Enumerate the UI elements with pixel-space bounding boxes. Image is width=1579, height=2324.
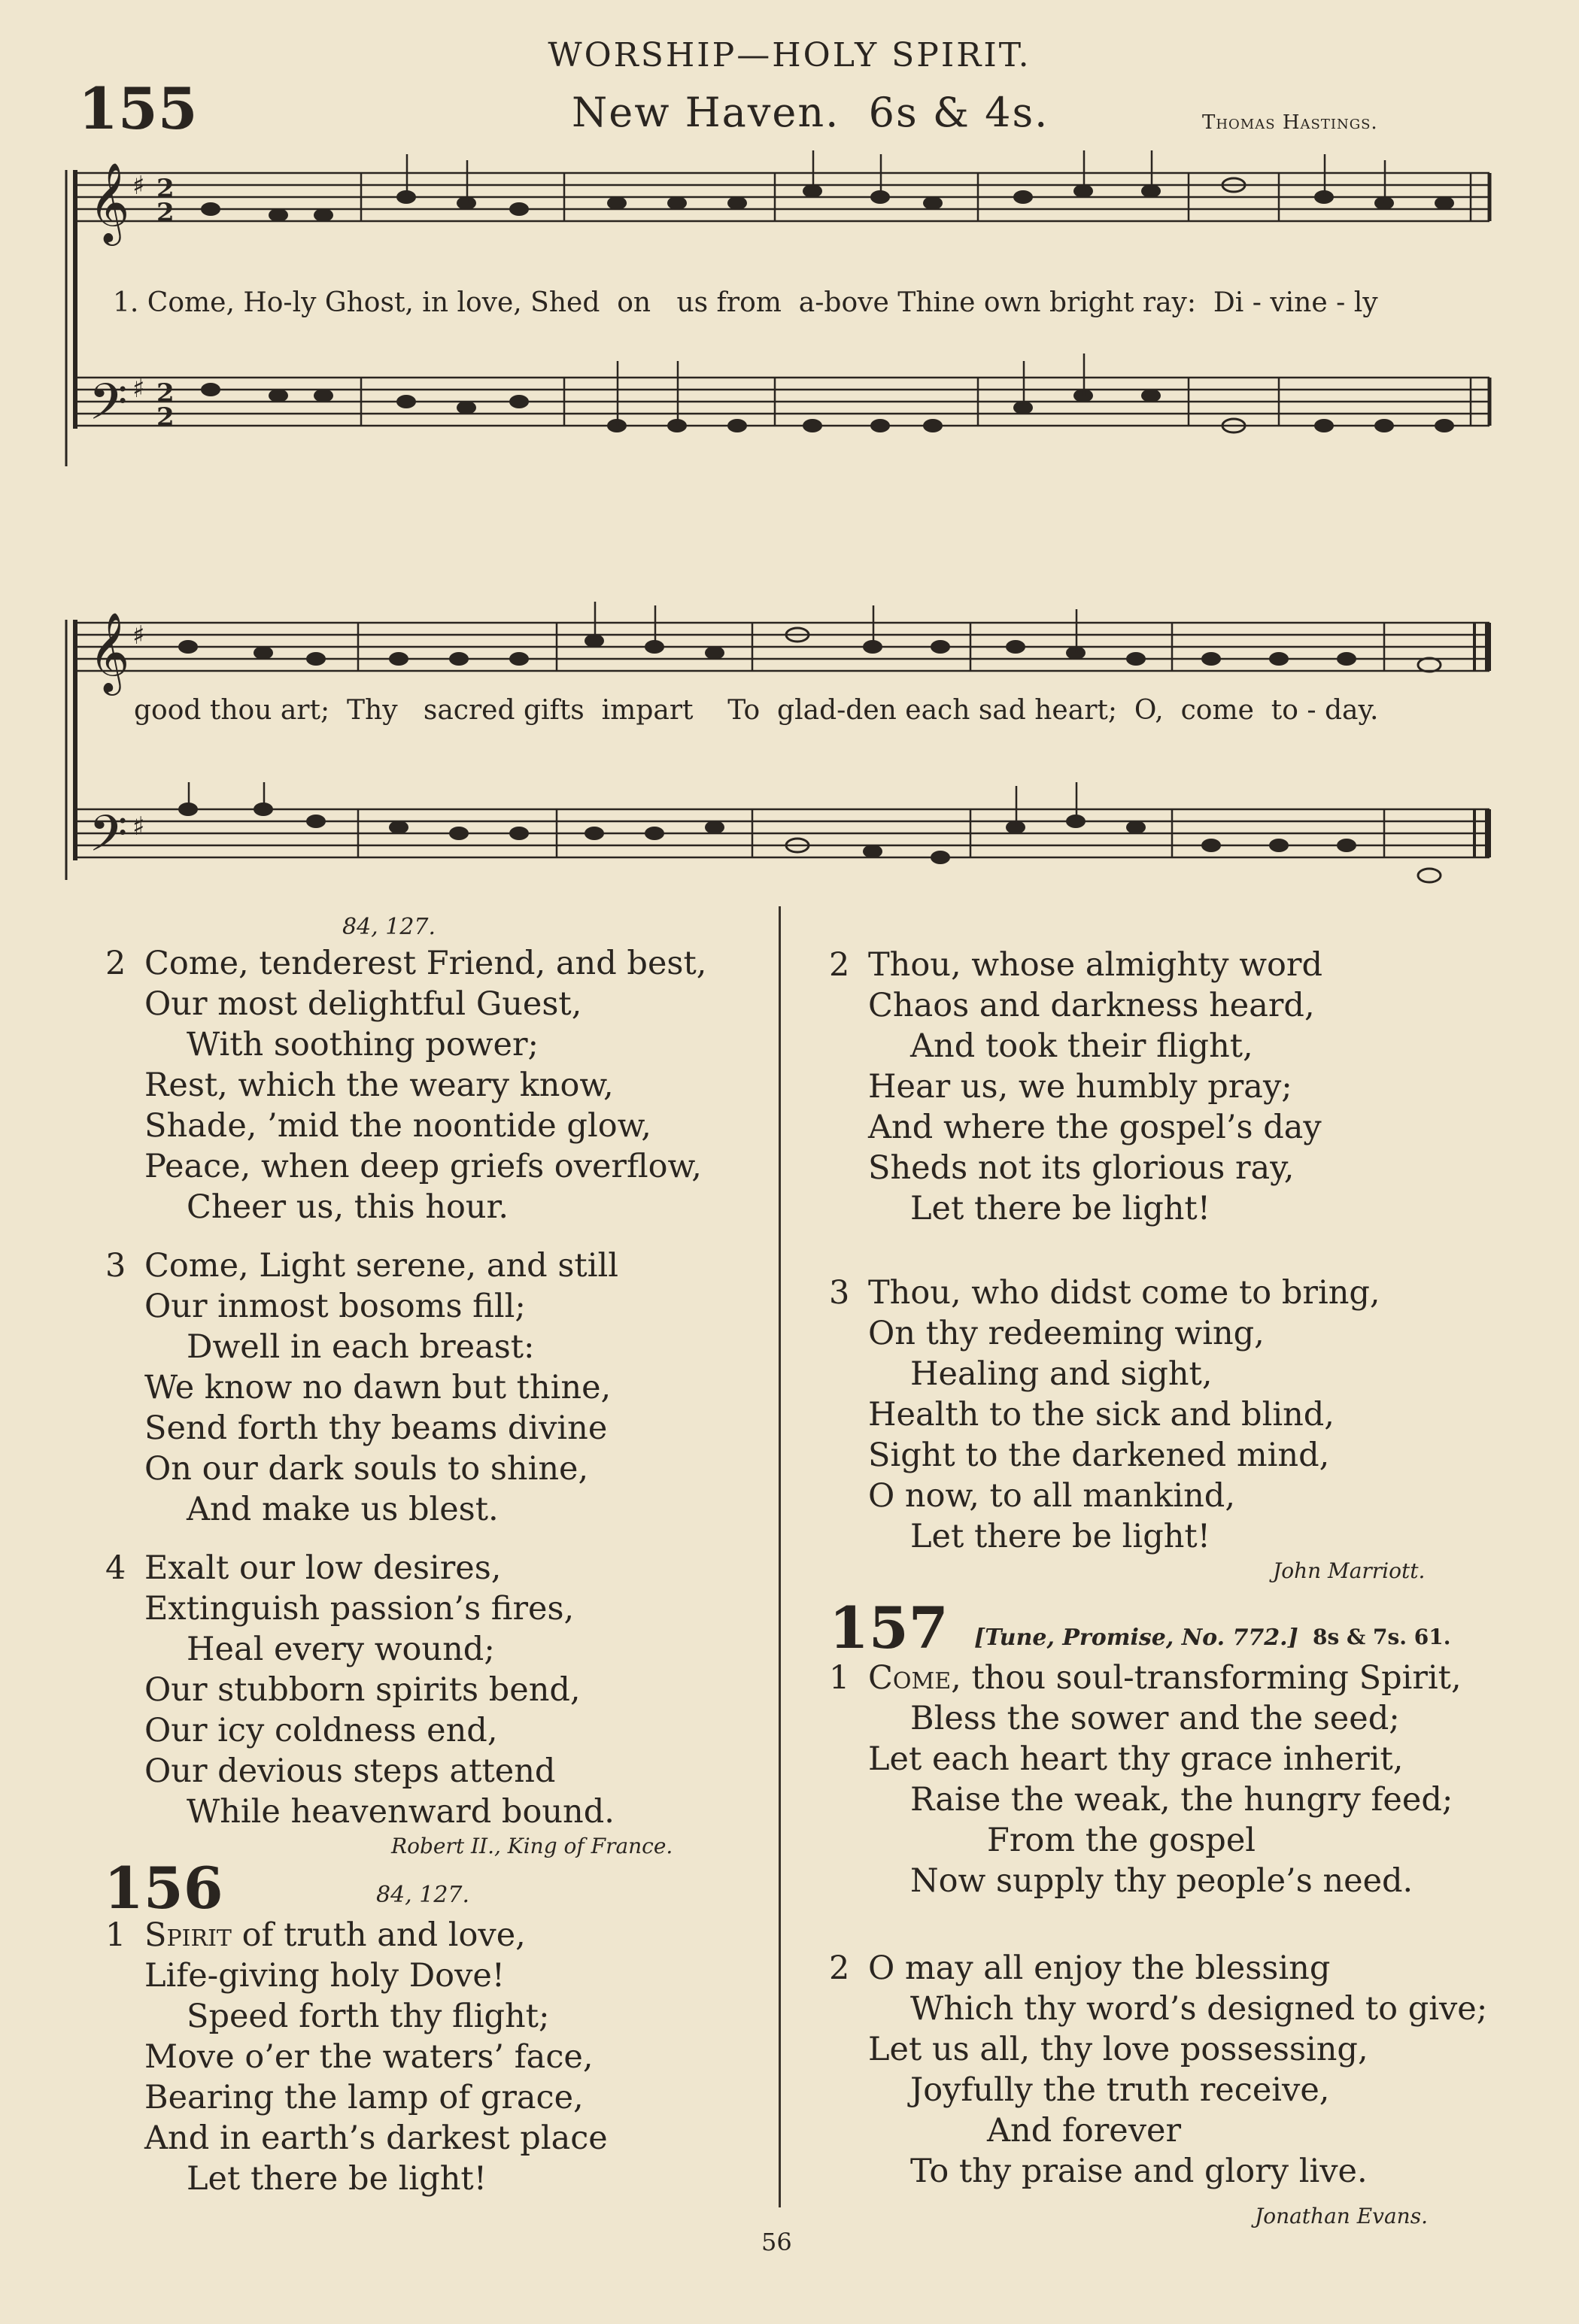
hymn-155-verse-2 xyxy=(105,943,706,1227)
verse-line: Hear us, we humbly pray; xyxy=(868,1068,1292,1106)
hymn-157-verse-2 xyxy=(829,1948,1487,2192)
sharp-icon: ♯ xyxy=(132,171,145,201)
column-divider xyxy=(779,906,781,2207)
hymn-155-verse-4 xyxy=(105,1548,615,1832)
sharp-icon: ♯ xyxy=(132,374,145,404)
time-signature: 2 xyxy=(156,378,175,408)
clefs xyxy=(89,162,175,875)
hymn-155-verse-3 xyxy=(105,1245,618,1530)
verse-line: Send forth thy beams divine xyxy=(144,1409,608,1447)
hymn-155-author: Robert II., King of France. xyxy=(391,1834,673,1858)
hymn-156-verse-1 xyxy=(105,1915,608,2199)
verse-line: 3 Thou, who didst come to bring, xyxy=(829,1274,1380,1312)
verse-line: Chaos and darkness heard, xyxy=(868,987,1315,1024)
verse-line: Which thy word’s designed to give; xyxy=(910,1990,1488,2028)
verse-line: And make us blest. xyxy=(187,1491,499,1528)
tune-title: New Haven. xyxy=(572,89,840,136)
time-signature: 2 xyxy=(156,198,175,228)
hymn-157-meter: 8s & 7s. 61. xyxy=(1313,1625,1451,1649)
verse-line: Raise the weak, the hungry feed; xyxy=(910,1781,1453,1819)
verse-line: With soothing power; xyxy=(187,1026,539,1063)
verse-line: Let there be light! xyxy=(910,1190,1210,1227)
hymn-156-verse-3 xyxy=(829,1273,1380,1557)
section-title: WORSHIP—HOLY SPIRIT. xyxy=(548,36,1031,74)
verse-line: Peace, when deep griefs overflow, xyxy=(144,1148,702,1185)
verse-line: Let there be light! xyxy=(910,1518,1210,1555)
treble-clef-icon: 𝄞 xyxy=(89,162,130,242)
time-signature: 2 xyxy=(156,402,175,432)
verse-line: Our inmost bosoms fill; xyxy=(144,1288,526,1325)
music-lyrics-line-2: good thou art; Thy sacred gifts impart To glad-den each sad heart; O, come to - day. xyxy=(134,695,1379,726)
verse-line: Cheer us, this hour. xyxy=(187,1188,509,1226)
hymn-157-number: 157 xyxy=(829,1594,949,1661)
verse-line: Extinguish passion’s fires, xyxy=(144,1590,575,1628)
verse-line: Heal every wound; xyxy=(187,1631,495,1668)
bass-staff-1 xyxy=(75,378,1489,426)
verse-line: From the gospel xyxy=(987,1822,1256,1859)
bass-clef-icon: 𝄢 xyxy=(89,373,128,443)
composer: Thomas Hastings. xyxy=(1202,111,1378,134)
verse-line: Move o’er the waters’ face, xyxy=(144,2038,594,2076)
verse-line: Healing and sight, xyxy=(910,1355,1213,1393)
staff-system-1 xyxy=(66,170,1489,880)
verse-line: We know no dawn but thine, xyxy=(144,1369,612,1406)
verse-line: O now, to all mankind, xyxy=(868,1477,1235,1515)
hymn-155-number: 155 xyxy=(78,75,198,142)
verse-line: Dwell in each breast: xyxy=(187,1328,535,1366)
verse-line: Rest, which the weary know, xyxy=(144,1066,614,1104)
time-signature: 2 xyxy=(156,174,175,204)
hymn-156-number: 156 xyxy=(104,1855,223,1922)
hymn-157-verse-1 xyxy=(829,1658,1462,1901)
verse-line: Shade, ’mid the noontide glow, xyxy=(144,1107,651,1145)
verse-line: 2 Thou, whose almighty word xyxy=(829,946,1323,984)
verse-line: And in earth’s darkest place xyxy=(144,2119,608,2157)
verse-line: And forever xyxy=(987,2112,1182,2150)
bass-clef-icon: 𝄢 xyxy=(89,805,128,875)
verse-line: Bless the sower and the seed; xyxy=(910,1700,1400,1737)
notes xyxy=(178,178,1454,882)
verse-line: And where the gospel’s day xyxy=(868,1109,1322,1146)
verse-line: Joyfully the truth receive, xyxy=(910,2071,1330,2109)
hymn-156-verse-2 xyxy=(829,945,1322,1229)
verse-line: And took their flight, xyxy=(910,1027,1253,1065)
hymn-155-ref: 84, 127. xyxy=(342,914,436,940)
verse-line: Speed forth thy flight; xyxy=(187,1998,550,2035)
verse-line: 3 Come, Light serene, and still xyxy=(105,1247,618,1285)
verse-line: On thy redeeming wing, xyxy=(868,1315,1265,1352)
verse-line: Bearing the lamp of grace, xyxy=(144,2079,584,2116)
verse-line: To thy praise and glory live. xyxy=(910,2153,1368,2190)
verse-line: Health to the sick and blind, xyxy=(868,1396,1335,1434)
verse-line: Let there be light! xyxy=(187,2160,487,2198)
verse-line: Our most delightful Guest, xyxy=(144,985,582,1023)
verse-line: Our stubborn spirits bend, xyxy=(144,1671,581,1709)
verse-line: On our dark souls to shine, xyxy=(144,1450,589,1488)
hymn-157-author: Jonathan Evans. xyxy=(1255,2204,1428,2228)
verse-line: Let each heart thy grace inherit, xyxy=(868,1740,1404,1778)
hymn-156-ref: 84, 127. xyxy=(376,1882,470,1908)
verse-line: Sight to the darkened mind, xyxy=(868,1437,1330,1474)
verse-line: 1 Come, thou soul-transforming Spirit, xyxy=(829,1659,1462,1697)
verse-line: Our devious steps attend xyxy=(144,1752,556,1790)
verse-line: 1 Spirit of truth and love, xyxy=(105,1916,526,1954)
tune-meter: 6s & 4s. xyxy=(868,89,1049,136)
sharp-icon: ♯ xyxy=(132,620,145,651)
hymn-156-author: John Marriott. xyxy=(1273,1558,1426,1583)
verse-line: 4 Exalt our low desires, xyxy=(105,1549,502,1587)
music-lyrics-line-1: 1. Come, Ho-ly Ghost, in love, Shed on us from a-bove Thine own bright ray: Di - vine - ly xyxy=(113,287,1378,318)
hymn-157-tune-ref: [Tune, Promise, No. 772.] xyxy=(974,1625,1298,1651)
verse-line: Now supply thy people’s need. xyxy=(910,1862,1414,1900)
verse-line: Life-giving holy Dove! xyxy=(144,1957,506,1995)
verse-line: 2 Come, tenderest Friend, and best, xyxy=(105,945,707,982)
note-stems xyxy=(189,150,1385,827)
sharp-icon: ♯ xyxy=(132,812,145,842)
verse-line: Let us all, thy love possessing, xyxy=(868,2031,1368,2068)
verse-line: Sheds not its glorious ray, xyxy=(868,1149,1295,1187)
verse-line: While heavenward bound. xyxy=(187,1793,615,1831)
music-score xyxy=(0,0,1579,903)
verse-line: 2 O may all enjoy the blessing xyxy=(829,1949,1331,1987)
treble-clef-icon: 𝄞 xyxy=(89,611,130,692)
page-number: 56 xyxy=(761,2228,792,2256)
verse-line: Our icy coldness end, xyxy=(144,1712,498,1749)
